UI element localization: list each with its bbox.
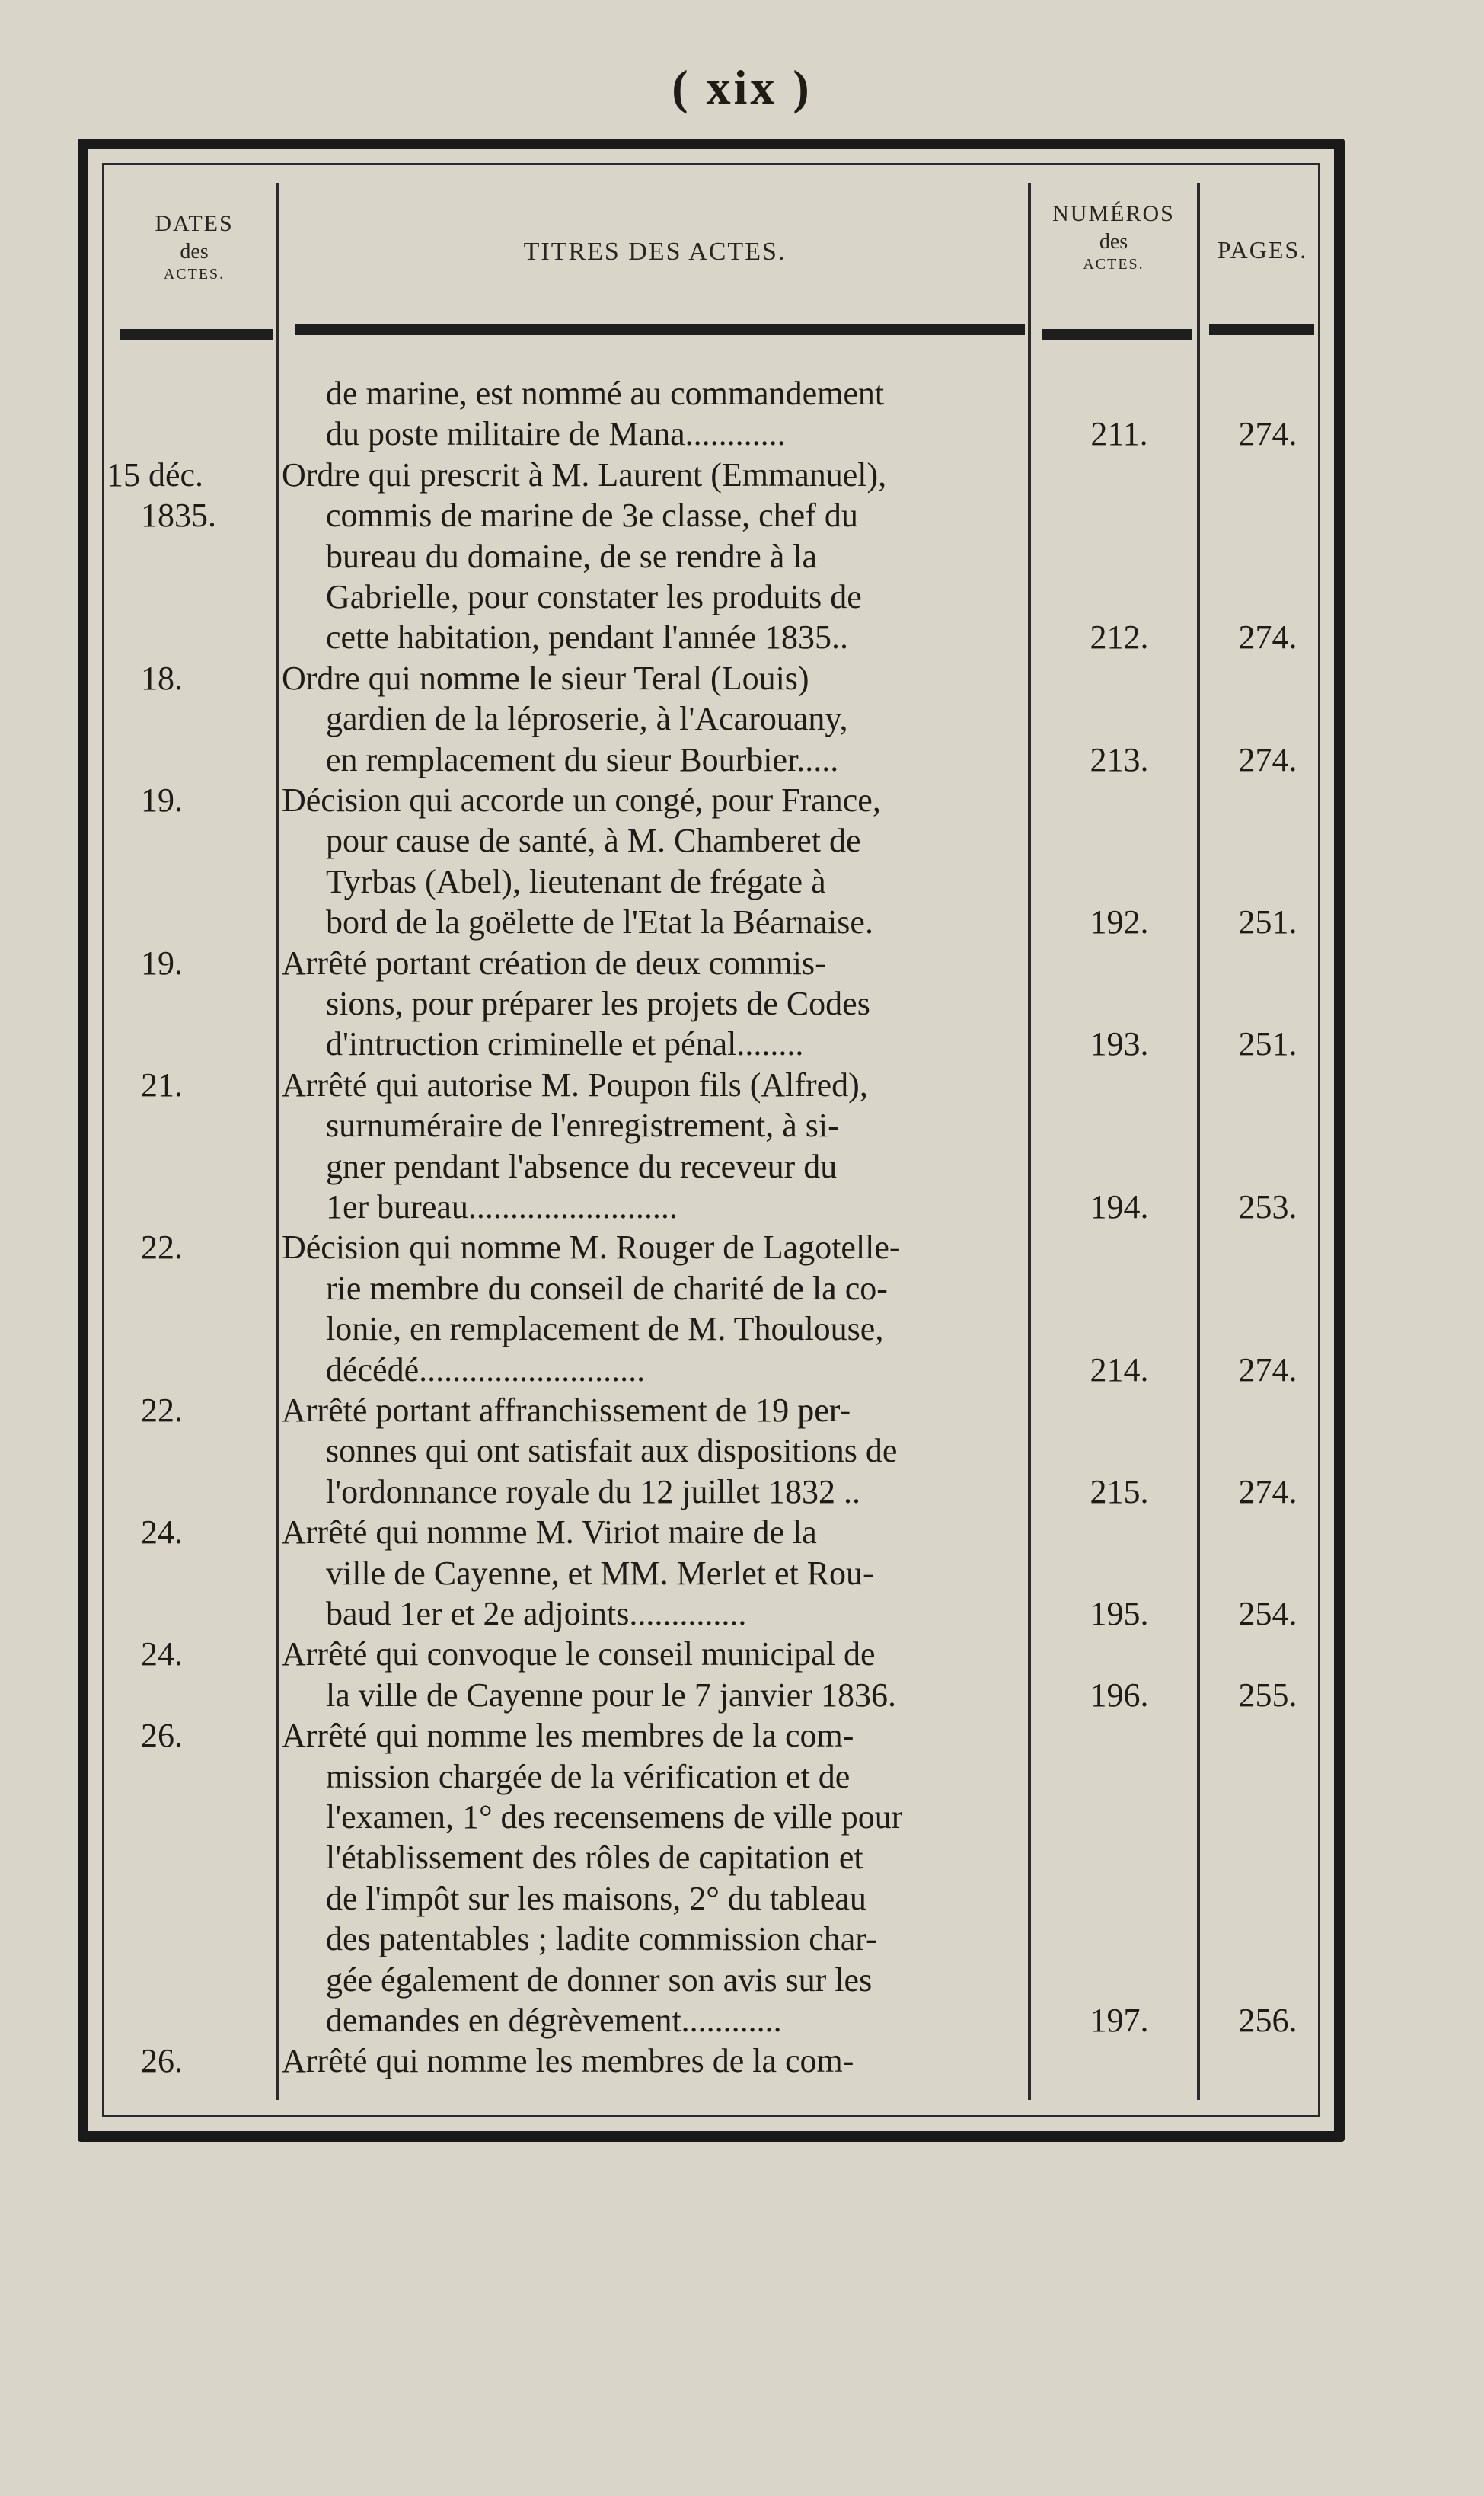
entry-line-text: l'établissement des rôles de capitation et <box>326 1839 863 1876</box>
entry-line-text: lonie, en remplacement de M. Thoulouse, <box>326 1310 884 1347</box>
entry-line <box>326 698 1028 739</box>
entry-line-text: commis de marine de 3e classe, chef du <box>326 497 858 534</box>
entry-act-number: 211. <box>1090 415 1148 452</box>
entry-line-text: Gabrielle, pour constater les produits de <box>326 578 862 615</box>
entry-line-text: d'intruction criminelle et pénal........ <box>326 1025 804 1063</box>
entry-page-number: 255. <box>1238 1676 1297 1714</box>
entry-line <box>326 1472 1028 1512</box>
entry-line <box>282 455 1028 495</box>
entry-line <box>282 1634 1028 1674</box>
entry-page-number: 274. <box>1238 1473 1297 1510</box>
entry-line-text: sions, pour préparer les projets de Codes <box>326 985 870 1022</box>
entry-line <box>326 1593 1028 1634</box>
entry-date: 26. <box>141 2042 183 2079</box>
entry-line-text: surnuméraire de l'enregistrement, à si- <box>326 1107 839 1144</box>
entry-line-text: baud 1er et 2e adjoints.............. <box>326 1595 747 1632</box>
entry-date: 19. <box>141 781 183 819</box>
entry-act-number: 214. <box>1090 1351 1149 1389</box>
entry-line <box>282 943 1028 983</box>
entry-line <box>326 373 1028 414</box>
entry-line <box>326 1756 1028 1797</box>
entry-line-text: Ordre qui prescrit à M. Laurent (Emmanuel), <box>282 456 887 494</box>
entry-line <box>326 1187 1028 1227</box>
entry-line <box>326 983 1028 1024</box>
entry-line-text: en remplacement du sieur Bourbier..... <box>326 741 839 778</box>
header-dates-des: des <box>180 239 209 264</box>
entry-line-text: la ville de Cayenne pour le 7 janvier 1836. <box>326 1676 896 1714</box>
entry-line-text: bord de la goëlette de l'Etat la Béarnaise. <box>326 903 873 941</box>
header-numeros-title: NUMÉROS <box>1052 201 1175 226</box>
entry-line <box>326 1837 1028 1878</box>
entry-page-number: 256. <box>1238 2002 1297 2039</box>
entry-line-text: de marine, est nommé au commandement <box>326 375 885 412</box>
entry-line-text: sonnes qui ont satisfait aux dispositions de <box>326 1432 898 1469</box>
entry-page-number: 274. <box>1238 741 1297 778</box>
entry-line-text: rie membre du conseil de charité de la co- <box>326 1270 888 1307</box>
entry-line <box>326 536 1028 577</box>
entry-page-number: 254. <box>1238 1595 1297 1632</box>
entry-line <box>326 1960 1028 2000</box>
entry-line-text: l'examen, 1° des recensemens de ville pour <box>326 1798 903 1836</box>
entry-line <box>326 820 1028 861</box>
entry-line-text: bureau du domaine, de se rendre à la <box>326 538 818 575</box>
header-numeros-actes: ACTES. <box>1083 255 1144 273</box>
entry-line <box>326 1268 1028 1309</box>
entry-line <box>282 1227 1028 1267</box>
entry-line-text: Arrêté qui convoque le conseil municipal de <box>282 1635 876 1673</box>
entry-line-text: Arrêté qui nomme les membres de la com- <box>282 2042 854 2079</box>
entry-line-text: Arrêté portant affranchissement de 19 per- <box>282 1392 851 1429</box>
entry-line-text: ville de Cayenne, et MM. Merlet et Rou- <box>326 1555 874 1592</box>
entry-line <box>282 658 1028 698</box>
entry-line-text: mission chargée de la vérification et de <box>326 1758 851 1795</box>
entry-line-text: Tyrbas (Abel), lieutenant de frégate à <box>326 863 826 900</box>
entry-line-text: de l'impôt sur les maisons, 2° du tableau <box>326 1880 866 1917</box>
entry-act-number: 212. <box>1090 618 1149 656</box>
entry-page-number: 251. <box>1238 1025 1297 1063</box>
entry-line <box>282 1390 1028 1430</box>
entry-line <box>326 1797 1028 1837</box>
entry-date: 21. <box>141 1066 183 1104</box>
entry-line <box>326 1553 1028 1593</box>
entry-page-number: 251. <box>1238 903 1297 941</box>
entry-line <box>326 1105 1028 1146</box>
entry-page-number: 274. <box>1238 1351 1297 1389</box>
header-pages-title: PAGES. <box>1217 236 1308 264</box>
entry-line <box>326 414 1028 454</box>
entry-line-text: gardien de la léproserie, à l'Acarouany, <box>326 700 848 737</box>
entry-line <box>326 1430 1028 1471</box>
entry-line <box>282 1065 1028 1105</box>
entry-line <box>326 1878 1028 1919</box>
entry-act-number: 215. <box>1090 1473 1149 1510</box>
entry-line-text: des patentables ; ladite commission char- <box>326 1920 877 1957</box>
entry-line-text: Ordre qui nomme le sieur Teral (Louis) <box>282 660 809 697</box>
entry-date: 19. <box>141 944 183 982</box>
entry-line <box>326 1309 1028 1349</box>
entry-line-text: du poste militaire de Mana............ <box>326 415 786 452</box>
entry-line <box>326 2000 1028 2041</box>
entry-line-text: décédé........................... <box>326 1351 646 1389</box>
entry-line-text: Décision qui nomme M. Rouger de Lagotelle- <box>282 1229 901 1266</box>
entry-line <box>282 2041 1028 2081</box>
entry-page-number: 274. <box>1238 618 1297 656</box>
entry-act-number: 197. <box>1090 2002 1149 2039</box>
entry-line <box>326 1675 1028 1715</box>
entry-act-number: 192. <box>1090 903 1149 941</box>
entry-line-text: pour cause de santé, à M. Chamberet de <box>326 822 861 859</box>
entry-date: 24. <box>141 1635 183 1673</box>
header-dates-title: DATES <box>155 211 234 236</box>
entry-line-text: Arrêté qui autorise M. Poupon fils (Alfred), <box>282 1066 868 1104</box>
entry-line <box>326 740 1028 780</box>
entry-line-text: cette habitation, pendant l'année 1835.. <box>326 618 849 656</box>
entry-act-number: 195. <box>1090 1595 1149 1632</box>
entry-page-number: 253. <box>1238 1188 1297 1226</box>
entry-date: 15 déc. <box>107 456 204 494</box>
entry-line <box>326 861 1028 902</box>
entry-date: 22. <box>141 1392 183 1429</box>
entry-page-number: 274. <box>1238 415 1297 452</box>
entry-line <box>326 1146 1028 1187</box>
entry-line-text: demandes en dégrèvement............ <box>326 2002 782 2039</box>
entry-line <box>282 1512 1028 1552</box>
entry-line-text: gée également de donner son avis sur les <box>326 1961 873 1999</box>
entry-date: 22. <box>141 1229 183 1266</box>
entry-line-text: gner pendant l'absence du receveur du <box>326 1148 838 1185</box>
entry-line <box>326 1350 1028 1390</box>
entry-line <box>326 902 1028 942</box>
entry-line <box>326 577 1028 617</box>
entry-line-text: Arrêté qui nomme M. Viriot maire de la <box>282 1513 817 1551</box>
page-number: ( xix ) <box>672 60 812 114</box>
entry-line-text: l'ordonnance royale du 12 juillet 1832 .. <box>326 1473 860 1510</box>
header-dates-actes: ACTES. <box>163 265 225 283</box>
entry-line <box>326 495 1028 535</box>
entry-line-text: Arrêté portant création de deux commis- <box>282 944 826 982</box>
header-titres-title: TITRES DES ACTES. <box>523 238 787 266</box>
entry-line <box>282 1715 1028 1756</box>
entry-act-number: 196. <box>1090 1676 1149 1714</box>
entry-act-number: 213. <box>1090 741 1149 778</box>
entry-line-text: Décision qui accorde un congé, pour France, <box>282 781 881 819</box>
entry-date: 24. <box>141 1513 183 1551</box>
entry-date: 18. <box>141 660 183 697</box>
entry-line <box>326 1024 1028 1064</box>
entry-line <box>282 780 1028 820</box>
entry-act-number: 193. <box>1090 1025 1149 1063</box>
entry-date: 1835. <box>141 497 216 534</box>
entry-line-text: 1er bureau......................... <box>326 1188 678 1226</box>
entry-line <box>326 617 1028 657</box>
entry-line-text: Arrêté qui nomme les membres de la com- <box>282 1717 854 1754</box>
entry-line <box>326 1919 1028 1959</box>
header-numeros-des: des <box>1099 229 1128 254</box>
entry-date: 26. <box>141 1717 183 1754</box>
entry-act-number: 194. <box>1090 1188 1149 1226</box>
